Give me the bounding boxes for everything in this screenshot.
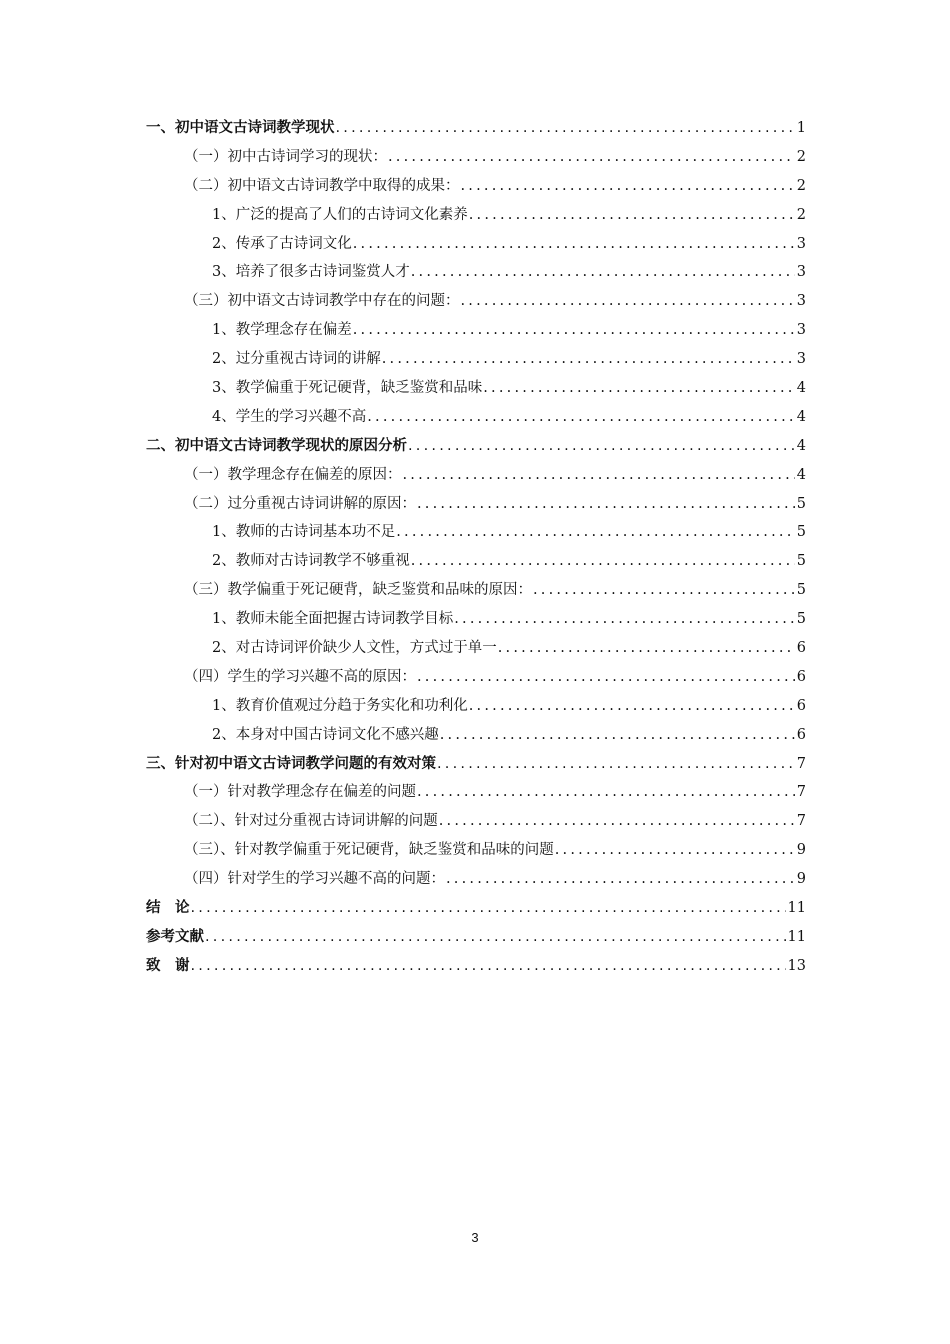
- toc-entry[interactable]: [146, 576, 806, 605]
- toc-entry-page: 2: [796, 148, 806, 165]
- toc-entry-page: 6: [796, 640, 806, 657]
- toc-entry[interactable]: [146, 172, 806, 201]
- toc-leader-dots: [461, 287, 795, 316]
- page-number: 3: [471, 1230, 479, 1245]
- toc-entry-page: 2: [796, 177, 806, 194]
- toc-entry-title: （一）针对教学理念存在偏差的问题: [184, 784, 416, 801]
- toc-entry[interactable]: [146, 432, 806, 461]
- toc-entry[interactable]: [146, 518, 806, 547]
- toc-entry-title: 3、培养了很多古诗词鉴赏人才: [212, 264, 410, 281]
- toc-entry[interactable]: [146, 114, 806, 143]
- toc-entry-title: （二）过分重视古诗词讲解的原因：: [184, 495, 416, 512]
- toc-leader-dots: [353, 230, 795, 259]
- toc-entry[interactable]: [146, 230, 806, 259]
- toc-leader-dots: [382, 345, 795, 374]
- toc-entry[interactable]: [146, 634, 806, 663]
- toc-entry[interactable]: [146, 836, 806, 865]
- toc-entry-title: 2、过分重视古诗词的讲解: [212, 351, 381, 368]
- toc-entry-page: 13: [787, 957, 806, 974]
- toc-leader-dots: [396, 518, 795, 547]
- toc-entry[interactable]: [146, 403, 806, 432]
- toc-entry-page: 7: [796, 813, 806, 830]
- toc-entry-title: 二、初中语文古诗词教学现状的原因分析: [146, 437, 407, 454]
- toc-leader-dots: [411, 258, 795, 287]
- toc-entry[interactable]: [146, 778, 806, 807]
- toc-entry-title: 一、初中语文古诗词教学现状: [146, 120, 335, 136]
- toc-entry-page: 1: [796, 120, 806, 136]
- toc-leader-dots: [498, 634, 795, 663]
- toc-leader-dots: [446, 865, 795, 894]
- toc-entry-page: 6: [796, 726, 806, 743]
- toc-entry[interactable]: [146, 952, 806, 981]
- toc-entry[interactable]: [146, 345, 806, 374]
- toc-entry-page: 11: [787, 928, 806, 945]
- toc-entry-page: 5: [796, 524, 806, 541]
- toc-entry-page: 11: [787, 900, 806, 917]
- toc-entry-page: 3: [796, 235, 806, 252]
- toc-entry-title: 结 论: [146, 900, 190, 917]
- toc-leader-dots: [533, 576, 795, 605]
- toc-entry-title: 1、教育价值观过分趋于务实化和功利化: [212, 697, 468, 714]
- toc-entry[interactable]: [146, 721, 806, 750]
- toc-entry-title: （二）初中语文古诗词教学中取得的成果：: [184, 177, 460, 194]
- toc-leader-dots: [403, 461, 795, 490]
- toc-entry-title: 三、针对初中语文古诗词教学问题的有效对策: [146, 755, 436, 772]
- toc-entry-title: （三）教学偏重于死记硬背，缺乏鉴赏和品味的原因：: [184, 582, 532, 599]
- toc-entry[interactable]: [146, 547, 806, 576]
- toc-leader-dots: [191, 952, 786, 981]
- toc-entry[interactable]: [146, 287, 806, 316]
- toc-entry-page: 3: [796, 351, 806, 368]
- toc-entry[interactable]: [146, 490, 806, 519]
- toc-entry-title: 2、教师对古诗词教学不够重视: [212, 553, 410, 570]
- toc-entry[interactable]: [146, 374, 806, 403]
- toc-leader-dots: [437, 750, 795, 779]
- toc-leader-dots: [555, 836, 795, 865]
- toc-leader-dots: [454, 605, 795, 634]
- toc-entry-title: 3、教学偏重于死记硬背，缺乏鉴赏和品味: [212, 380, 483, 397]
- toc-entry-page: 3: [796, 264, 806, 281]
- toc-entry-title: 1、教学理念存在偏差: [212, 322, 352, 339]
- toc-entry-page: 6: [796, 697, 806, 714]
- toc-entry[interactable]: [146, 807, 806, 836]
- toc-leader-dots: [483, 374, 795, 403]
- toc-entry[interactable]: [146, 663, 806, 692]
- toc-entry-page: 9: [796, 871, 806, 888]
- toc-entry-page: 4: [796, 408, 806, 425]
- toc-entry-title: （三）初中语文古诗词教学中存在的问题：: [184, 293, 460, 310]
- toc-entry[interactable]: [146, 201, 806, 230]
- toc-entry-title: 2、传承了古诗词文化: [212, 235, 352, 252]
- toc-entry-page: 3: [796, 322, 806, 339]
- toc-entry[interactable]: [146, 750, 806, 779]
- toc-entry-title: 1、教师的古诗词基本功不足: [212, 524, 396, 541]
- toc-entry[interactable]: [146, 258, 806, 287]
- toc-entry-title: 1、广泛的提高了人们的古诗词文化素养: [212, 206, 468, 223]
- toc-entry[interactable]: [146, 894, 806, 923]
- toc-entry-page: 3: [796, 293, 806, 310]
- toc-leader-dots: [408, 432, 795, 461]
- toc-leader-dots: [336, 114, 795, 143]
- toc-entry-page: 5: [796, 553, 806, 570]
- toc-leader-dots: [353, 316, 795, 345]
- toc-leader-dots: [440, 721, 795, 750]
- toc-entry[interactable]: [146, 461, 806, 490]
- toc-leader-dots: [469, 201, 795, 230]
- toc-entry-page: 7: [796, 784, 806, 801]
- table-of-contents: [146, 114, 806, 981]
- toc-entry-title: 2、本身对中国古诗词文化不感兴趣: [212, 726, 439, 743]
- toc-entry[interactable]: [146, 605, 806, 634]
- toc-entry-title: 1、教师未能全面把握古诗词教学目标: [212, 611, 454, 628]
- toc-entry-title: 2、对古诗词评价缺少人文性，方式过于单一: [212, 640, 497, 657]
- toc-entry[interactable]: [146, 316, 806, 345]
- toc-entry[interactable]: [146, 865, 806, 894]
- toc-entry-page: 4: [796, 466, 806, 483]
- toc-entry-page: 5: [796, 611, 806, 628]
- toc-leader-dots: [439, 807, 795, 836]
- toc-entry-title: （二）、针对过分重视古诗词讲解的问题: [184, 813, 438, 830]
- toc-entry-title: 参考文献: [146, 928, 204, 945]
- toc-entry-page: 4: [796, 380, 806, 397]
- toc-entry-title: （四）学生的学习兴趣不高的原因：: [184, 668, 416, 685]
- toc-leader-dots: [411, 547, 795, 576]
- toc-entry[interactable]: [146, 923, 806, 952]
- toc-entry-page: 6: [796, 668, 806, 685]
- toc-entry-title: 4、学生的学习兴趣不高: [212, 408, 367, 425]
- toc-entry-page: 7: [796, 755, 806, 772]
- toc-entry[interactable]: [146, 692, 806, 721]
- toc-leader-dots: [469, 692, 795, 721]
- toc-leader-dots: [461, 172, 795, 201]
- toc-entry-title: （一）初中古诗词学习的现状：: [184, 148, 387, 165]
- toc-entry[interactable]: [146, 143, 806, 172]
- toc-leader-dots: [367, 403, 795, 432]
- toc-leader-dots: [191, 894, 786, 923]
- toc-leader-dots: [417, 778, 795, 807]
- toc-leader-dots: [388, 143, 795, 172]
- toc-leader-dots: [417, 663, 795, 692]
- toc-entry-page: 5: [796, 582, 806, 599]
- toc-leader-dots: [205, 923, 786, 952]
- toc-entry-title: （一）教学理念存在偏差的原因：: [184, 466, 402, 483]
- toc-entry-title: （四）针对学生的学习兴趣不高的问题：: [184, 871, 445, 888]
- toc-entry-page: 9: [796, 842, 806, 859]
- toc-entry-title: 致 谢: [146, 957, 190, 974]
- toc-leader-dots: [417, 490, 795, 519]
- toc-entry-page: 5: [796, 495, 806, 512]
- toc-entry-page: 2: [796, 206, 806, 223]
- toc-entry-title: （三）、针对教学偏重于死记硬背，缺乏鉴赏和品味的问题: [184, 842, 554, 859]
- toc-entry-page: 4: [796, 437, 806, 454]
